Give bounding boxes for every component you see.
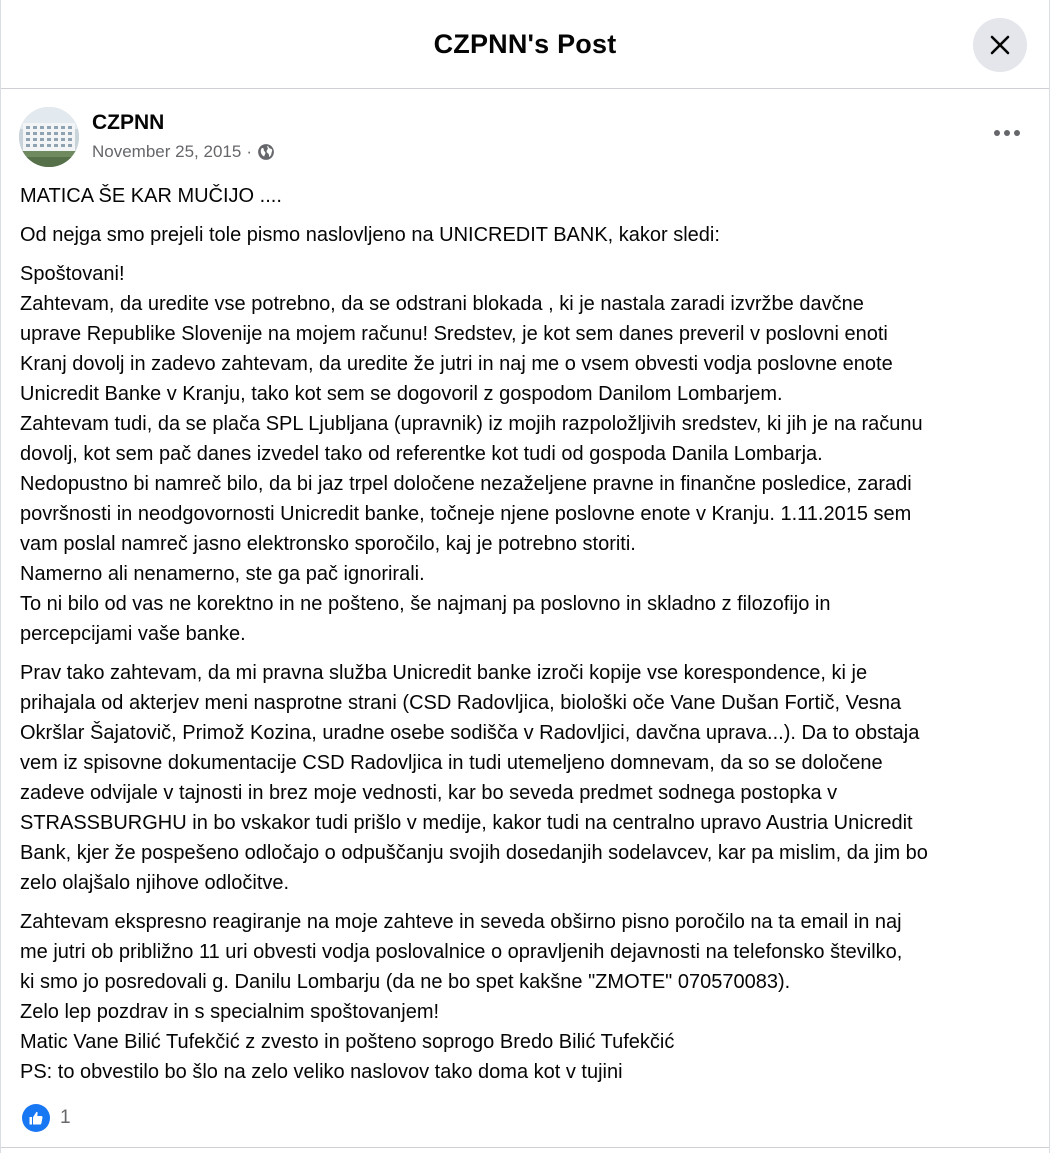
post-text-line: percepcijami vaše banke. [20, 623, 246, 645]
post-text-line: Prav tako zahtevam, da mi pravna služba Unicredit banke izroči kopije vse korespondence, ki je [20, 662, 868, 684]
post-text-line: zadeve odvijale v tajnosti in brez moje vednosti, kar bo seveda predmet sodnega postopka v [20, 782, 838, 804]
post-text-line: Namerno ali nenamerno, ste ga pač ignorirali. [20, 563, 425, 585]
reaction-count: 1 [60, 1107, 71, 1128]
meta-separator: · [246, 142, 252, 161]
post-header [1, 89, 1049, 181]
post-meta [92, 142, 275, 162]
post-text [1, 181, 1049, 1087]
post-paragraph [20, 658, 1030, 898]
post-text-line: zelo olajšalo njihove odločitve. [20, 872, 290, 894]
avatar[interactable] [19, 107, 79, 167]
post-text-line: vam poslal namreč jasno elektronsko sporočilo, kaj je potrebno storiti. [20, 533, 636, 555]
post-text-line: To ni bilo od vas ne korektno in ne pošteno, še najmanj pa poslovno in skladno z filozofijo in [20, 593, 831, 615]
dialog-title: CZPNN's Post [433, 28, 617, 59]
close-icon [988, 33, 1012, 57]
post-text-line: Zelo lep pozdrav in s specialnim spoštovanjem! [20, 1001, 440, 1023]
post-text-line: uprave Republike Slovenije na mojem računu! Sredstev, je kot sem danes preveril v poslovni enoti [20, 323, 888, 345]
post-text-line: prihajala od akterjev meni nasprotne strani (CSD Radovljica, biološki oče Vane Dušan Fortič, Vesna [20, 692, 902, 714]
post-text-line: Kranj dovolj in zadevo zahtevam, da uredite že jutri in naj me o vsem obvesti vodja poslovne enote [20, 353, 893, 375]
post-text-line: Spoštovani! [20, 263, 125, 285]
post-date[interactable]: November 25, 2015 [92, 142, 242, 161]
author-name[interactable]: CZPNN [92, 111, 165, 134]
post-paragraph [20, 907, 1030, 1087]
post-text-line: Unicredit Banke v Kranju, tako kot sem se dogovoril z gospodom Danilom Lombarjem. [20, 383, 783, 405]
post-text-line: Zahtevam ekspresno reagiranje na moje zahteve in seveda obširno pisno poročilo na ta email in naj [20, 911, 902, 933]
post-paragraph [20, 220, 1030, 250]
close-button[interactable] [973, 18, 1027, 72]
post-text-line: MATICA ŠE KAR MUČIJO .... [20, 185, 282, 207]
post-text-line: STRASSBURGHU in bo vskakor tudi prišlo v medije, kakor tudi na centralno upravo Austria Unicredit [20, 812, 913, 834]
post-text-line: Zahtevam tudi, da se plača SPL Ljubljana (upravnik) iz mojih razpoložljivih sredstev, ki jih je na računu [20, 413, 923, 435]
like-reaction-badge [22, 1104, 50, 1132]
dialog-header [1, 0, 1049, 89]
post-text-line: površnosti in neodgovornosti Unicredit banke, točneje njene poslovne enote v Kranju. 1.11.2015 sem [20, 503, 912, 525]
building-avatar-image [19, 107, 79, 167]
bottom-divider [1, 1147, 1049, 1148]
globe-icon [257, 143, 275, 161]
post-text-line: Zahtevam, da uredite vse potrebno, da se odstrani blokada , ki je nastala zaradi izvržbe davčne [20, 293, 864, 315]
post-text-line: Bank, kjer že pospešeno odločajo o odpuščanju svojih dosedanjih sodelavcev, kar pa mislim, da jim bo [20, 842, 928, 864]
reactions-summary[interactable] [22, 1104, 71, 1132]
post-text-line: me jutri ob približno 11 uri obvesti vodja poslovalnice o opravljenih dejavnosti na telefonsko številko, [20, 941, 903, 963]
post-text-line: Matic Vane Bilić Tufekčić z zvesto in pošteno soprogo Bredo Bilić Tufekčić [20, 1031, 675, 1053]
post-text-line: Okršlar Šajatovič, Primož Kozina, uradne osebe sodišča v Radovljici, davčna uprava...). Da to obstaja [20, 722, 920, 744]
post-paragraph [20, 181, 1030, 211]
post-text-line: Nedopustno bi namreč bilo, da bi jaz trpel določene nezaželjene pravne in finančne posledice, zaradi [20, 473, 912, 495]
post-text-line: Od nejga smo prejeli tole pismo naslovljeno na UNICREDIT BANK, kakor sledi: [20, 224, 720, 246]
post-paragraph [20, 259, 1030, 649]
post-text-line: vem iz spisovne dokumentacije CSD Radovljica in tudi utemeljeno domnevam, da so se določene [20, 752, 883, 774]
more-horizontal-icon [993, 129, 1021, 137]
like-icon [28, 1110, 44, 1126]
post-text-line: PS: to obvestilo bo šlo na zelo veliko naslovov tako doma kot v tujini [20, 1061, 623, 1083]
post-text-line: dovolj, kot sem pač danes izvedel tako od referentke kot tudi od gospoda Danila Lombarja. [20, 443, 823, 465]
post-text-line: ki smo jo posredovali g. Danilu Lombarju (da ne bo spet kakšne "ZMOTE" 070570083). [20, 971, 791, 993]
more-options-button[interactable] [981, 115, 1033, 151]
